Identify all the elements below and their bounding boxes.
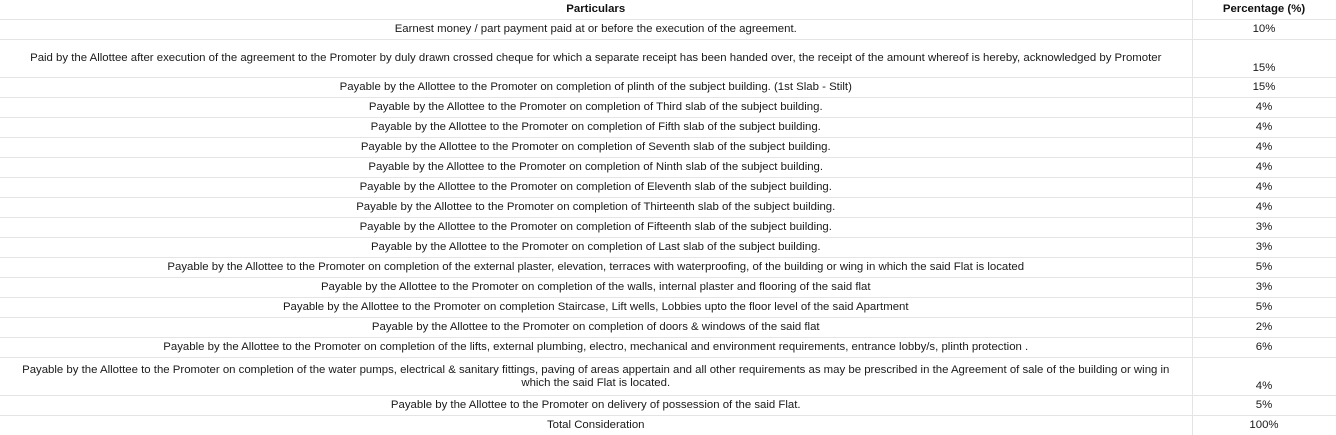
row-particulars: Payable by the Allottee to the Promoter on completion Staircase, Lift wells, Lobbies upto the floor level of the said Apartment [0,298,1192,318]
row-percentage: 6% [1192,338,1336,358]
row-percentage: 15% [1192,78,1336,98]
row-percentage: 5% [1192,396,1336,416]
row-particulars: Payable by the Allottee to the Promoter on completion of Last slab of the subject building. [0,238,1192,258]
header-percentage: Percentage (%) [1192,0,1336,20]
row-particulars: Payable by the Allottee to the Promoter on delivery of possession of the said Flat. [0,396,1192,416]
table-row [0,118,1336,138]
table-row [0,20,1336,40]
table-row [0,198,1336,218]
row-particulars: Payable by the Allottee to the Promoter on completion of the lifts, external plumbing, electro, mechanical and environment requirements, entrance lobby/s, plinth protection . [0,338,1192,358]
row-percentage: 4% [1192,358,1336,396]
row-percentage: 4% [1192,198,1336,218]
table-row [0,396,1336,416]
total-row [0,416,1336,435]
row-percentage: 4% [1192,158,1336,178]
table-row [0,318,1336,338]
total-label: Total Consideration [0,416,1192,435]
table-row [0,238,1336,258]
row-percentage: 2% [1192,318,1336,338]
row-particulars: Payable by the Allottee to the Promoter on completion of Fifteenth slab of the subject building. [0,218,1192,238]
row-particulars: Payable by the Allottee to the Promoter on completion of Thirteenth slab of the subject building. [0,198,1192,218]
row-percentage: 4% [1192,138,1336,158]
row-particulars: Payable by the Allottee to the Promoter on completion of Seventh slab of the subject building. [0,138,1192,158]
table-row [0,40,1336,78]
table-row [0,278,1336,298]
table-row [0,98,1336,118]
row-particulars: Payable by the Allottee to the Promoter on completion of plinth of the subject building. (1st Slab - Stilt) [0,78,1192,98]
table-row [0,138,1336,158]
row-percentage: 4% [1192,178,1336,198]
row-particulars: Payable by the Allottee to the Promoter on completion of doors & windows of the said flat [0,318,1192,338]
row-particulars: Payable by the Allottee to the Promoter on completion of Eleventh slab of the subject building. [0,178,1192,198]
row-particulars: Payable by the Allottee to the Promoter on completion of Ninth slab of the subject building. [0,158,1192,178]
table-row [0,178,1336,198]
row-percentage: 4% [1192,98,1336,118]
row-percentage: 5% [1192,298,1336,318]
row-percentage: 4% [1192,118,1336,138]
table-row [0,258,1336,278]
table-row [0,78,1336,98]
table-row [0,338,1336,358]
row-particulars: Payable by the Allottee to the Promoter on completion of Third slab of the subject building. [0,98,1192,118]
table-row [0,158,1336,178]
row-particulars: Paid by the Allottee after execution of the agreement to the Promoter by duly drawn crossed cheque for which a separate receipt has been handed over, the receipt of the amount whereof is hereby, acknowledged by Promoter [0,40,1192,78]
row-percentage: 3% [1192,218,1336,238]
table-row [0,298,1336,318]
row-percentage: 5% [1192,258,1336,278]
row-particulars: Payable by the Allottee to the Promoter on completion of Fifth slab of the subject building. [0,118,1192,138]
header-particulars: Particulars [0,0,1192,20]
row-percentage: 15% [1192,40,1336,78]
row-percentage: 3% [1192,278,1336,298]
table-row [0,358,1336,396]
row-particulars: Earnest money / part payment paid at or before the execution of the agreement. [0,20,1192,40]
row-particulars: Payable by the Allottee to the Promoter on completion of the walls, internal plaster and flooring of the said flat [0,278,1192,298]
row-particulars: Payable by the Allottee to the Promoter on completion of the external plaster, elevation, terraces with waterproofing, of the building or wing in which the said Flat is located [0,258,1192,278]
row-percentage: 3% [1192,238,1336,258]
row-particulars: Payable by the Allottee to the Promoter on completion of the water pumps, electrical & sanitary fittings, paving of areas appertain and all other requirements as may be prescribed in the Agreement of sale of the building or wing in which the said Flat is located. [0,358,1192,396]
table-header-row [0,0,1336,20]
table-row [0,218,1336,238]
total-percentage: 100% [1192,416,1336,435]
row-percentage: 10% [1192,20,1336,40]
